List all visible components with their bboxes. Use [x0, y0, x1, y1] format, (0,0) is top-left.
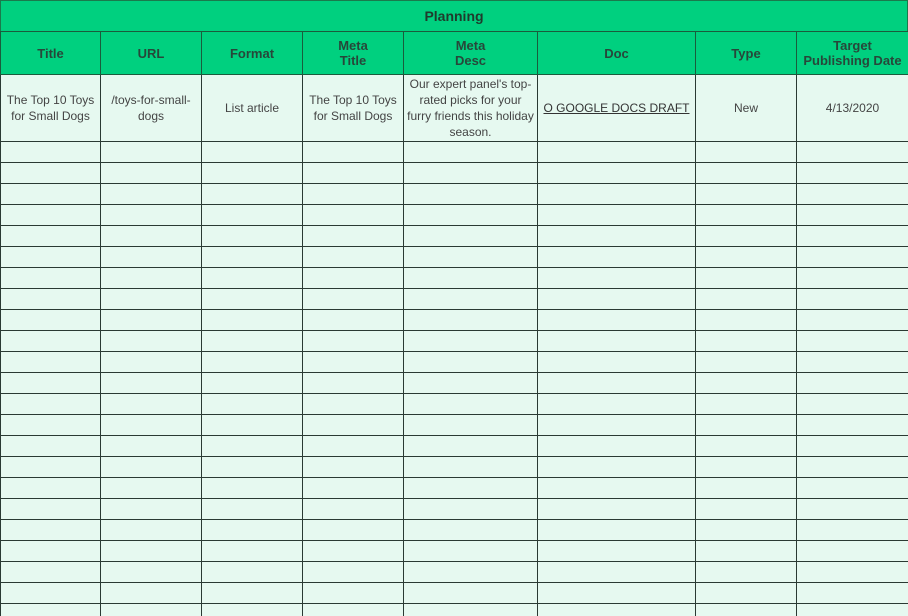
cell-meta-desc[interactable]	[404, 478, 538, 499]
cell-url[interactable]	[101, 373, 202, 394]
cell-meta-title[interactable]: The Top 10 Toys for Small Dogs	[303, 75, 404, 142]
cell-target-date[interactable]	[797, 184, 908, 205]
cell-format[interactable]	[202, 583, 303, 604]
cell-type[interactable]	[696, 604, 797, 616]
cell-meta-title[interactable]	[303, 184, 404, 205]
cell-target-date[interactable]	[797, 373, 908, 394]
header-format[interactable]	[202, 32, 303, 75]
cell-target-date[interactable]	[797, 352, 908, 373]
cell-title[interactable]	[1, 268, 101, 289]
cell-format[interactable]	[202, 226, 303, 247]
cell-meta-desc[interactable]	[404, 205, 538, 226]
cell-format[interactable]	[202, 142, 303, 163]
cell-url[interactable]	[101, 394, 202, 415]
cell-url[interactable]	[101, 562, 202, 583]
cell-meta-desc[interactable]	[404, 247, 538, 268]
cell-doc[interactable]	[538, 604, 696, 616]
cell-url[interactable]: /toys-for-small-dogs	[101, 75, 202, 142]
cell-meta-desc[interactable]	[404, 541, 538, 562]
cell-doc[interactable]	[538, 268, 696, 289]
cell-type[interactable]	[696, 352, 797, 373]
cell-format[interactable]	[202, 415, 303, 436]
cell-target-date[interactable]	[797, 289, 908, 310]
cell-type[interactable]	[696, 247, 797, 268]
cell-format[interactable]	[202, 562, 303, 583]
empty-row	[1, 352, 908, 373]
cell-format[interactable]	[202, 604, 303, 616]
cell-meta-title[interactable]	[303, 478, 404, 499]
empty-row	[1, 415, 908, 436]
cell-type[interactable]	[696, 457, 797, 478]
cell-type[interactable]	[696, 520, 797, 541]
cell-meta-title[interactable]	[303, 268, 404, 289]
cell-url[interactable]	[101, 520, 202, 541]
header-title-label: Title	[37, 45, 64, 61]
cell-target-date[interactable]: 4/13/2020	[797, 75, 908, 142]
empty-row	[1, 142, 908, 163]
cell-title[interactable]	[1, 478, 101, 499]
empty-row	[1, 289, 908, 310]
cell-format[interactable]	[202, 352, 303, 373]
cell-title[interactable]	[1, 184, 101, 205]
header-title[interactable]	[1, 32, 101, 75]
cell-title[interactable]	[1, 457, 101, 478]
cell-meta-title[interactable]	[303, 142, 404, 163]
cell-doc[interactable]	[538, 499, 696, 520]
cell-target-date[interactable]	[797, 415, 908, 436]
cell-meta-desc[interactable]	[404, 142, 538, 163]
header-row	[1, 32, 908, 75]
cell-format[interactable]	[202, 541, 303, 562]
cell-url[interactable]	[101, 352, 202, 373]
header-target-date-line2: Publishing Date	[803, 53, 902, 68]
cell-meta-title[interactable]	[303, 436, 404, 457]
cell-target-date[interactable]	[797, 562, 908, 583]
cell-url[interactable]	[101, 604, 202, 616]
cell-type[interactable]	[696, 373, 797, 394]
header-meta-desc[interactable]	[404, 32, 538, 75]
cell-doc[interactable]	[538, 373, 696, 394]
cell-doc[interactable]	[538, 247, 696, 268]
cell-target-date[interactable]	[797, 604, 908, 616]
cell-url[interactable]	[101, 163, 202, 184]
empty-row	[1, 520, 908, 541]
cell-meta-desc[interactable]	[404, 373, 538, 394]
cell-type[interactable]	[696, 436, 797, 457]
cell-meta-desc[interactable]	[404, 289, 538, 310]
cell-format[interactable]	[202, 205, 303, 226]
cell-type[interactable]	[696, 163, 797, 184]
cell-target-date[interactable]	[797, 205, 908, 226]
header-target-date[interactable]	[797, 32, 908, 75]
cell-doc[interactable]	[538, 331, 696, 352]
cell-type[interactable]	[696, 142, 797, 163]
cell-meta-desc[interactable]	[404, 310, 538, 331]
cell-format[interactable]	[202, 436, 303, 457]
cell-format[interactable]	[202, 373, 303, 394]
cell-type[interactable]	[696, 226, 797, 247]
cell-type[interactable]	[696, 415, 797, 436]
cell-target-date[interactable]	[797, 310, 908, 331]
empty-row	[1, 310, 908, 331]
cell-title[interactable]: The Top 10 Toys for Small Dogs	[1, 75, 101, 142]
cell-url[interactable]	[101, 331, 202, 352]
cell-type[interactable]	[696, 310, 797, 331]
planning-table	[0, 31, 908, 616]
empty-row	[1, 499, 908, 520]
cell-type[interactable]	[696, 583, 797, 604]
table-row	[1, 75, 908, 142]
empty-row	[1, 478, 908, 499]
cell-meta-title[interactable]	[303, 583, 404, 604]
header-format-label: Format	[229, 45, 275, 61]
header-meta-desc-line2: Desc	[454, 53, 487, 68]
header-type-label: Type	[731, 45, 761, 61]
cell-type[interactable]	[696, 499, 797, 520]
cell-url[interactable]	[101, 310, 202, 331]
cell-doc[interactable]	[538, 541, 696, 562]
cell-type[interactable]	[696, 541, 797, 562]
cell-url[interactable]	[101, 457, 202, 478]
cell-meta-title[interactable]	[303, 394, 404, 415]
cell-url[interactable]	[101, 226, 202, 247]
cell-title[interactable]	[1, 520, 101, 541]
cell-meta-title[interactable]	[303, 520, 404, 541]
cell-title[interactable]	[1, 373, 101, 394]
cell-title[interactable]	[1, 331, 101, 352]
cell-target-date[interactable]	[797, 268, 908, 289]
header-meta-title-line2: Title	[339, 53, 367, 68]
cell-meta-title[interactable]	[303, 289, 404, 310]
cell-type[interactable]	[696, 184, 797, 205]
cell-doc[interactable]	[538, 310, 696, 331]
cell-doc[interactable]	[538, 457, 696, 478]
cell-type[interactable]: New	[696, 75, 797, 142]
cell-title[interactable]	[1, 604, 101, 616]
cell-target-date[interactable]	[797, 541, 908, 562]
cell-url[interactable]	[101, 142, 202, 163]
cell-meta-desc[interactable]	[404, 184, 538, 205]
cell-format[interactable]	[202, 310, 303, 331]
cell-title[interactable]	[1, 163, 101, 184]
cell-meta-title[interactable]	[303, 373, 404, 394]
cell-target-date[interactable]	[797, 142, 908, 163]
cell-meta-desc[interactable]	[404, 352, 538, 373]
empty-row	[1, 184, 908, 205]
cell-title[interactable]	[1, 562, 101, 583]
cell-doc[interactable]	[538, 352, 696, 373]
header-doc-label: Doc	[604, 45, 629, 61]
cell-url[interactable]	[101, 583, 202, 604]
cell-format[interactable]	[202, 184, 303, 205]
sheet-title[interactable]: Planning	[0, 0, 908, 32]
cell-url[interactable]	[101, 541, 202, 562]
cell-type[interactable]	[696, 268, 797, 289]
cell-meta-desc[interactable]	[404, 394, 538, 415]
cell-meta-title[interactable]	[303, 541, 404, 562]
cell-type[interactable]	[696, 289, 797, 310]
cell-meta-title[interactable]	[303, 247, 404, 268]
cell-meta-title[interactable]	[303, 226, 404, 247]
cell-doc[interactable]	[538, 163, 696, 184]
cell-type[interactable]	[696, 331, 797, 352]
cell-title[interactable]	[1, 583, 101, 604]
cell-meta-title[interactable]	[303, 562, 404, 583]
cell-type[interactable]	[696, 394, 797, 415]
empty-row	[1, 562, 908, 583]
empty-row	[1, 331, 908, 352]
cell-url[interactable]	[101, 205, 202, 226]
cell-meta-title[interactable]	[303, 310, 404, 331]
empty-row	[1, 247, 908, 268]
cell-meta-desc[interactable]	[404, 331, 538, 352]
cell-target-date[interactable]	[797, 226, 908, 247]
cell-target-date[interactable]	[797, 436, 908, 457]
cell-meta-title[interactable]	[303, 205, 404, 226]
cell-title[interactable]	[1, 415, 101, 436]
cell-meta-title[interactable]	[303, 415, 404, 436]
cell-doc[interactable]	[538, 226, 696, 247]
cell-url[interactable]	[101, 268, 202, 289]
cell-meta-desc[interactable]	[404, 604, 538, 616]
cell-meta-desc[interactable]: Our expert panel's top-rated picks for your furry friends this holiday season.	[404, 75, 538, 142]
cell-format[interactable]	[202, 247, 303, 268]
cell-meta-desc[interactable]	[404, 415, 538, 436]
cell-meta-desc[interactable]	[404, 226, 538, 247]
cell-format[interactable]	[202, 520, 303, 541]
cell-format[interactable]: List article	[202, 75, 303, 142]
cell-format[interactable]	[202, 268, 303, 289]
cell-format[interactable]	[202, 163, 303, 184]
cell-target-date[interactable]	[797, 163, 908, 184]
cell-doc[interactable]	[538, 142, 696, 163]
cell-format[interactable]	[202, 394, 303, 415]
cell-doc[interactable]	[538, 289, 696, 310]
empty-row	[1, 583, 908, 604]
cell-format[interactable]	[202, 499, 303, 520]
cell-doc[interactable]	[538, 415, 696, 436]
cell-title[interactable]	[1, 394, 101, 415]
cell-url[interactable]	[101, 184, 202, 205]
cell-title[interactable]	[1, 310, 101, 331]
cell-doc[interactable]	[538, 478, 696, 499]
empty-row	[1, 436, 908, 457]
cell-meta-title[interactable]	[303, 163, 404, 184]
doc-link[interactable]: O GOOGLE DOCS DRAFT	[543, 101, 690, 115]
cell-format[interactable]	[202, 289, 303, 310]
cell-format[interactable]	[202, 457, 303, 478]
cell-type[interactable]	[696, 478, 797, 499]
header-url[interactable]	[101, 32, 202, 75]
header-meta-title[interactable]	[303, 32, 404, 75]
cell-title[interactable]	[1, 205, 101, 226]
cell-url[interactable]	[101, 289, 202, 310]
cell-title[interactable]	[1, 436, 101, 457]
empty-row	[1, 541, 908, 562]
cell-target-date[interactable]	[797, 583, 908, 604]
empty-row	[1, 457, 908, 478]
cell-meta-title[interactable]	[303, 331, 404, 352]
empty-row	[1, 604, 908, 616]
header-meta-title-line1: Meta	[338, 38, 368, 53]
cell-meta-title[interactable]	[303, 352, 404, 373]
cell-doc[interactable]	[538, 520, 696, 541]
cell-meta-title[interactable]	[303, 604, 404, 616]
cell-doc[interactable]	[538, 184, 696, 205]
header-url-label: URL	[137, 45, 165, 61]
cell-meta-desc[interactable]	[404, 499, 538, 520]
cell-meta-desc[interactable]	[404, 436, 538, 457]
cell-target-date[interactable]	[797, 331, 908, 352]
cell-doc[interactable]	[538, 205, 696, 226]
cell-doc[interactable]	[538, 436, 696, 457]
empty-row	[1, 373, 908, 394]
cell-title[interactable]	[1, 142, 101, 163]
cell-url[interactable]	[101, 478, 202, 499]
cell-type[interactable]	[696, 562, 797, 583]
cell-meta-title[interactable]	[303, 457, 404, 478]
cell-target-date[interactable]	[797, 457, 908, 478]
cell-title[interactable]	[1, 289, 101, 310]
empty-row	[1, 226, 908, 247]
cell-meta-title[interactable]	[303, 499, 404, 520]
header-meta-desc-line1: Meta	[455, 38, 486, 53]
cell-title[interactable]	[1, 499, 101, 520]
empty-row	[1, 268, 908, 289]
empty-row	[1, 205, 908, 226]
cell-target-date[interactable]	[797, 394, 908, 415]
cell-url[interactable]	[101, 247, 202, 268]
cell-doc[interactable]	[538, 75, 696, 142]
cell-meta-desc[interactable]	[404, 268, 538, 289]
cell-title[interactable]	[1, 247, 101, 268]
cell-doc[interactable]	[538, 394, 696, 415]
cell-meta-desc[interactable]	[404, 520, 538, 541]
cell-format[interactable]	[202, 331, 303, 352]
empty-row	[1, 163, 908, 184]
header-doc[interactable]	[538, 32, 696, 75]
cell-meta-desc[interactable]	[404, 562, 538, 583]
cell-format[interactable]	[202, 478, 303, 499]
cell-url[interactable]	[101, 436, 202, 457]
cell-meta-desc[interactable]	[404, 163, 538, 184]
cell-meta-desc[interactable]	[404, 457, 538, 478]
cell-target-date[interactable]	[797, 247, 908, 268]
cell-url[interactable]	[101, 415, 202, 436]
cell-title[interactable]	[1, 352, 101, 373]
cell-title[interactable]	[1, 226, 101, 247]
cell-target-date[interactable]	[797, 520, 908, 541]
header-target-date-line1: Target	[833, 38, 872, 53]
cell-url[interactable]	[101, 499, 202, 520]
cell-type[interactable]	[696, 205, 797, 226]
empty-row	[1, 394, 908, 415]
cell-target-date[interactable]	[797, 478, 908, 499]
cell-meta-desc[interactable]	[404, 583, 538, 604]
cell-doc[interactable]	[538, 583, 696, 604]
cell-target-date[interactable]	[797, 499, 908, 520]
header-type[interactable]	[696, 32, 797, 75]
cell-doc[interactable]	[538, 562, 696, 583]
cell-title[interactable]	[1, 541, 101, 562]
